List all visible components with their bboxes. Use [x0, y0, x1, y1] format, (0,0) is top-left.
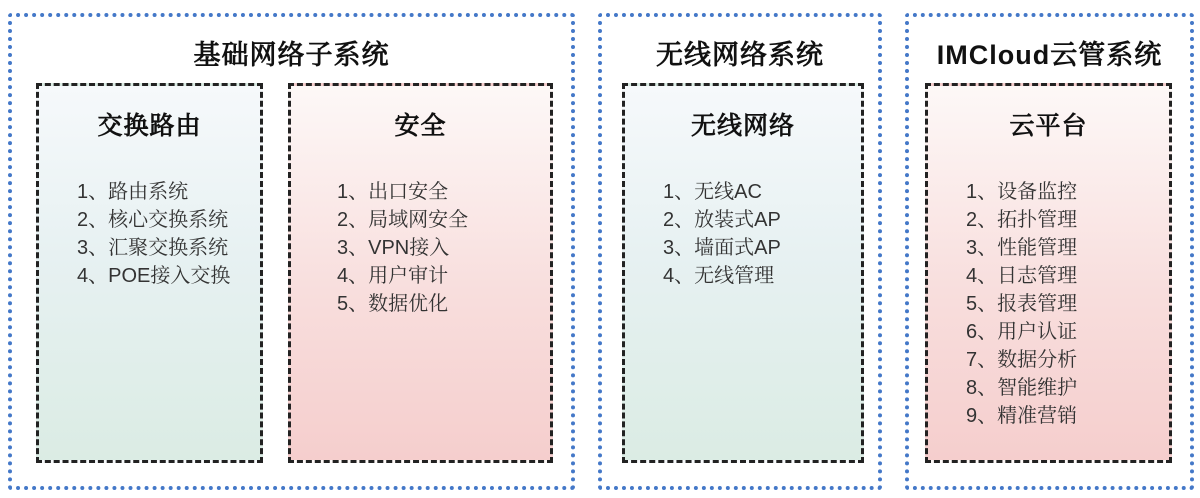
list-item: 6、用户认证 [966, 321, 1078, 343]
box-list [291, 178, 550, 318]
list-item: 2、放装式AP [663, 209, 781, 231]
list-item: 5、数据优化 [337, 293, 449, 315]
list-item: 4、用户审计 [337, 265, 449, 287]
box-title: 安全 [394, 112, 447, 140]
list-item: 3、性能管理 [966, 237, 1078, 259]
list-item: 8、智能维护 [966, 377, 1078, 399]
box-list [625, 178, 861, 290]
box-title: 云平台 [1009, 112, 1088, 140]
list-item: 2、拓扑管理 [966, 209, 1078, 231]
box-security [288, 83, 553, 463]
box-title: 无线网络 [690, 112, 795, 140]
list-item: 5、报表管理 [966, 293, 1078, 315]
section-wireless-network [598, 13, 882, 490]
section-title: 无线网络系统 [656, 40, 824, 70]
box-list [39, 178, 260, 290]
list-item: 1、设备监控 [966, 181, 1078, 203]
list-item: 3、VPN接入 [337, 237, 450, 259]
box-cloud-platform [925, 83, 1172, 463]
list-item: 4、POE接入交换 [77, 265, 231, 287]
list-item: 7、数据分析 [966, 349, 1078, 371]
section-basic-network [8, 13, 575, 490]
section-title: 基础网络子系统 [193, 40, 390, 70]
box-switch-routing [36, 83, 263, 463]
list-item: 4、日志管理 [966, 265, 1078, 287]
list-item: 3、汇聚交换系统 [77, 237, 229, 259]
list-item: 2、局域网安全 [337, 209, 469, 231]
box-list [928, 178, 1169, 430]
box-wireless [622, 83, 864, 463]
list-item: 2、核心交换系统 [77, 209, 229, 231]
box-title: 交换路由 [97, 112, 202, 140]
list-item: 9、精准营销 [966, 405, 1078, 427]
list-item: 1、路由系统 [77, 181, 189, 203]
list-item: 1、出口安全 [337, 181, 449, 203]
list-item: 1、无线AC [663, 181, 762, 203]
section-imcloud [905, 13, 1194, 490]
section-title: IMCloud云管系统 [936, 40, 1163, 70]
list-item: 3、墙面式AP [663, 237, 781, 259]
list-item: 4、无线管理 [663, 265, 775, 287]
